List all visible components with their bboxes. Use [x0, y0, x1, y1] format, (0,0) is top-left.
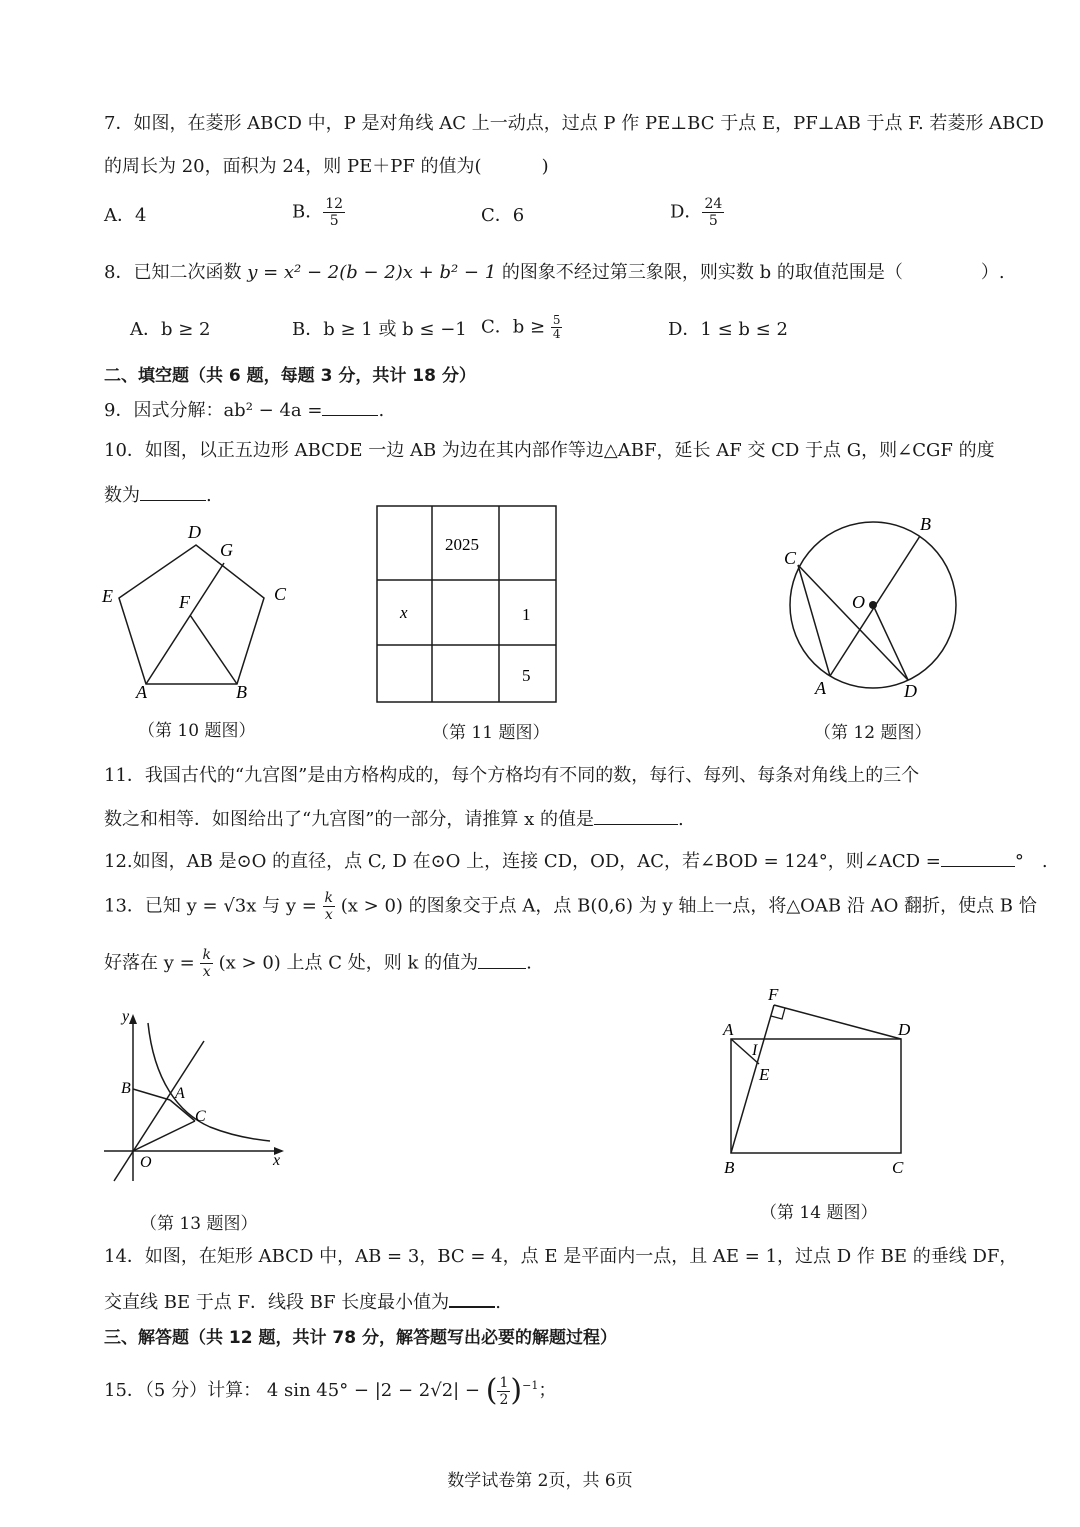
- fig10-caption: （第 10 题图）: [138, 721, 256, 741]
- q14-line2: [104, 1288, 501, 1315]
- q7-line2: [104, 155, 549, 179]
- label-a: A: [136, 682, 147, 702]
- q15-end: ；: [538, 1380, 557, 1401]
- q8-c-den: 4: [552, 327, 561, 341]
- fig11-caption: （第 11 题图）: [432, 723, 550, 743]
- line-fd: [774, 1005, 901, 1039]
- fig13-caption: （第 13 题图）: [140, 1214, 258, 1234]
- q8-option-c-label: C．b ≥: [481, 316, 546, 338]
- q8-option-c: [481, 314, 562, 341]
- q8-end: ）.: [980, 262, 1005, 283]
- segment-ba: [133, 1089, 170, 1100]
- section3-heading: 三、解答题（共 12 题，共计 78 分，解答题写出必要的解题过程）: [104, 1328, 617, 1348]
- q14-line2-text: 交直线 BE 于点 F．线段 BF 长度最小值为: [104, 1292, 450, 1313]
- q7-option-b: [292, 196, 345, 229]
- label-f: F: [179, 592, 190, 612]
- q9-text: 9．因式分解：ab² − 4a =: [104, 400, 323, 421]
- q11-line1: 11．我国古代的“九宫图”是由方格构成的，每个方格均有不同的数，每行、每列、每条对角线上的三个: [104, 765, 920, 786]
- q7-line1: 7．如图，在菱形 ABCD 中，P 是对角线 AC 上一动点，过点 P 作 PE⊥BC 于点 E，PF⊥AB 于点 F. 若菱形 ABCD: [104, 113, 1044, 134]
- line-y-sqrt3x: [114, 1041, 204, 1181]
- label-f: F: [768, 985, 779, 1004]
- q7-option-b-label: B．: [292, 201, 324, 223]
- label-i: I: [752, 1042, 758, 1059]
- figure-13: [100, 1005, 290, 1185]
- label-a: A: [723, 1020, 734, 1039]
- q12-text: 12.如图，AB 是⊙O 的直径，点 C, D 在⊙O 上，连接 CD，OD，AC，若∠BOD = 124°，则∠ACD =: [104, 851, 941, 872]
- label-b: B: [121, 1080, 131, 1097]
- label-a: A: [815, 678, 826, 698]
- q7-stem: 的周长为 20，面积为 24，则 PE＋PF 的值为(: [104, 156, 482, 177]
- q10-end: .: [206, 485, 212, 506]
- q8-suffix: 的图象不经过第三象限，则实数 b 的取值范围是（: [501, 262, 903, 283]
- q13-l1b: (x > 0) 的图象交于点 A，点 B(0,6) 为 y 轴上一点，将△OAB 沿 AO 翻折，使点 B 恰: [340, 895, 1037, 917]
- label-b: B: [920, 514, 931, 534]
- label-c: C: [784, 548, 797, 568]
- line-ag: [146, 563, 224, 684]
- cell-2025: 2025: [445, 535, 479, 554]
- q8-option-b: B．b ≥ 1 或 b ≤ −1: [292, 319, 467, 340]
- label-y: y: [122, 1008, 130, 1025]
- q13-k2: k: [202, 947, 211, 963]
- label-d: D: [904, 681, 917, 701]
- label-c: C: [892, 1158, 904, 1177]
- figure-11: [376, 505, 558, 705]
- q7-option-a: A．4: [104, 205, 147, 226]
- q13-line2: [104, 947, 532, 980]
- q15-den: 2: [499, 1391, 509, 1408]
- figure-10: [96, 518, 306, 708]
- q11-line2: [104, 806, 684, 832]
- q10-line2-text: 数为: [104, 485, 140, 506]
- label-c: C: [274, 584, 287, 604]
- line-fb: [190, 615, 237, 684]
- label-b: B: [236, 682, 247, 702]
- q8-c-num: 5: [552, 313, 561, 327]
- q11-end: .: [678, 809, 684, 830]
- cell-1: 1: [522, 605, 531, 624]
- q13-l2b: (x > 0) 上点 C 处，则 k 的值为: [218, 952, 479, 974]
- fig12-caption: （第 12 题图）: [814, 723, 932, 743]
- fig14-caption: （第 14 题图）: [760, 1203, 878, 1223]
- q13-l1a: 13．已知 y = √3x 与 y =: [104, 895, 317, 917]
- segment-ac: [170, 1100, 195, 1121]
- q7-option-d-label: D．: [670, 201, 703, 223]
- label-o: O: [140, 1154, 152, 1171]
- radius-od: [873, 605, 908, 680]
- q11-line2-text: 数之和相等．如图给出了“九宫图”的一部分，请推算 x 的值是: [104, 809, 594, 830]
- q13-x: x: [324, 907, 333, 923]
- q13-line1: [104, 890, 1037, 923]
- q15-num: 1: [499, 1374, 509, 1391]
- q13-end: .: [526, 952, 532, 974]
- q13-l2a: 好落在 y =: [104, 952, 195, 974]
- y-arrow: [129, 1014, 137, 1024]
- q13-x2: x: [202, 964, 211, 980]
- q7-option-c: C．6: [481, 205, 525, 226]
- q7-paren-close: ): [541, 156, 549, 177]
- cell-x: x: [400, 603, 408, 622]
- label-d: D: [188, 522, 201, 542]
- hyperbola: [148, 1023, 270, 1141]
- label-a: A: [175, 1085, 185, 1102]
- q7-b-den: 5: [329, 213, 339, 229]
- figure-12: [780, 510, 970, 710]
- center-dot: [869, 601, 877, 609]
- q8-formula: y = x² − 2(b − 2)x + b² − 1: [247, 262, 497, 283]
- q14-end: .: [495, 1292, 501, 1313]
- q15-formula: 4 sin 45° − |2 − 2√2| −: [266, 1380, 481, 1401]
- q9: [104, 397, 384, 423]
- q9-end: .: [378, 400, 385, 421]
- q7-d-den: 5: [708, 213, 718, 229]
- q7-option-d: [670, 196, 724, 229]
- q12-end: ° .: [1014, 851, 1048, 872]
- q12: [104, 848, 1048, 874]
- section2-heading: 二、填空题（共 6 题，每题 3 分，共计 18 分）: [104, 366, 476, 386]
- label-g: G: [220, 540, 233, 560]
- label-c: C: [195, 1108, 206, 1125]
- q15-exp: −1: [522, 1379, 539, 1392]
- q15-prefix: 15．（5 分）计算：: [104, 1380, 262, 1401]
- label-b: B: [724, 1158, 735, 1177]
- q7-d-num: 24: [704, 196, 723, 212]
- label-e: E: [759, 1065, 770, 1084]
- label-d: D: [898, 1020, 911, 1039]
- q8-stem: [104, 261, 1005, 285]
- label-e: E: [102, 586, 113, 606]
- q14-line1: 14．如图，在矩形 ABCD 中，AB = 3，BC = 4，点 E 是平面内一点，且 AE = 1，过点 D 作 BE 的垂线 DF，: [104, 1246, 1018, 1267]
- q15: 15．（5 分）计算： 4 sin 45° − |2 − 2√2| − ( $\frac{1}{2}$ )$^{-1}$；: [104, 1373, 557, 1408]
- page-footer: 数学试卷第 2页，共 6页: [447, 1471, 633, 1491]
- label-o: O: [852, 592, 865, 612]
- q13-k: k: [324, 890, 334, 906]
- figure-14: [718, 985, 928, 1177]
- cell-5: 5: [522, 666, 531, 685]
- q7-b-num: 12: [325, 196, 344, 212]
- q10-line2: [104, 482, 212, 508]
- q8-option-a: A．b ≥ 2: [130, 319, 211, 340]
- label-x: x: [273, 1152, 281, 1169]
- q10-line1: 10．如图，以正五边形 ABCDE 一边 AB 为边在其内部作等边△ABF，延长 AF 交 CD 于点 G，则∠CGF 的度: [104, 440, 995, 461]
- q8-option-d: D．1 ≤ b ≤ 2: [668, 319, 788, 340]
- q8-prefix: 8．已知二次函数: [104, 262, 242, 283]
